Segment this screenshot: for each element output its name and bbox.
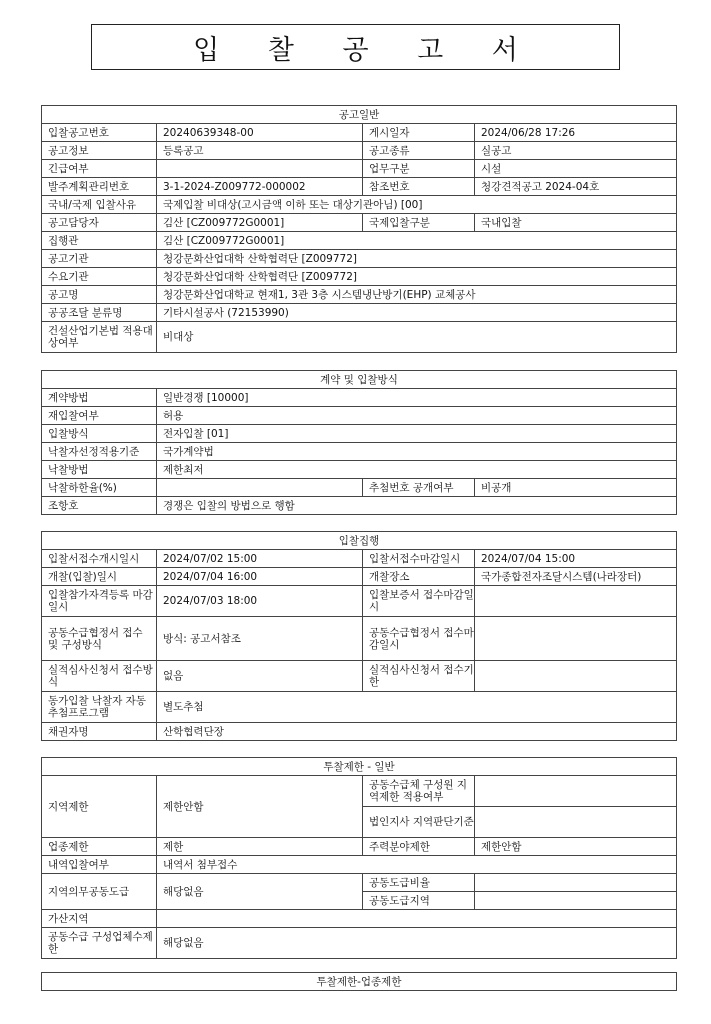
- section-header: 입찰집행: [42, 532, 677, 550]
- field-label: 주력분야제한: [363, 838, 475, 856]
- field-label: 지역의무공동도급: [42, 874, 157, 910]
- field-label: 집행관: [42, 232, 157, 250]
- category: 기타시설공사 (72153990): [157, 304, 677, 322]
- field-label: 법인지사 지역판단기준: [363, 807, 475, 838]
- field-label: 입찰공고번호: [42, 124, 157, 142]
- field-label: 국제입찰구분: [363, 214, 475, 232]
- construction-applicable: 비대상: [157, 322, 677, 353]
- plan-number: 3-1-2024-Z009772-000002: [157, 178, 363, 196]
- lottery-disclosure: 비공개: [475, 479, 677, 497]
- main-field-limit: 제한안함: [475, 838, 677, 856]
- field-label: 공공조달 분류명: [42, 304, 157, 322]
- field-label: 공동수급체 구성원 지역제한 적용여부: [363, 776, 475, 807]
- lower-limit-rate: [157, 479, 363, 497]
- rebid: 허용: [157, 407, 677, 425]
- performance-deadline: [475, 661, 677, 692]
- field-label: 공동수급 구성업체수제한: [42, 928, 157, 959]
- clause: 경쟁은 입찰의 방법으로 행함: [157, 497, 677, 515]
- joint-method: 방식: 공고서참조: [157, 617, 363, 661]
- field-label: 동가입찰 낙찰자 자동추첨프로그램: [42, 692, 157, 723]
- field-label: 계약방법: [42, 389, 157, 407]
- restriction-section: [41, 757, 677, 959]
- urgent-value: [157, 160, 363, 178]
- document-title: 입 찰 공 고 서: [91, 24, 620, 70]
- field-label: 재입찰여부: [42, 407, 157, 425]
- industry-restriction-section: [41, 972, 677, 991]
- field-label: 업종제한: [42, 838, 157, 856]
- field-label: 공고담당자: [42, 214, 157, 232]
- field-label: 공고종류: [363, 142, 475, 160]
- joint-ratio: [475, 874, 677, 892]
- field-label: 채권자명: [42, 723, 157, 741]
- qualification-deadline: 2024/07/03 18:00: [157, 586, 363, 617]
- section-header: 투찰제한 - 일반: [42, 758, 677, 776]
- region-limit: 제한안함: [157, 776, 363, 838]
- field-label: 개찰(입찰)일시: [42, 568, 157, 586]
- execution-section: [41, 531, 677, 741]
- extra-area: [157, 910, 677, 928]
- field-label: 입찰서접수마감일시: [363, 550, 475, 568]
- notice-type: 실공고: [475, 142, 677, 160]
- contract-method: 일반경쟁 [10000]: [157, 389, 677, 407]
- field-label: 가산지역: [42, 910, 157, 928]
- bid-start: 2024/07/02 15:00: [157, 550, 363, 568]
- field-label: 실적심사신청서 접수방식: [42, 661, 157, 692]
- field-label: 조항호: [42, 497, 157, 515]
- field-label: 입찰참가자격등록 마감일시: [42, 586, 157, 617]
- biz-type: 시설: [475, 160, 677, 178]
- demand-agency: 청강문화산업대학 산학협력단 [Z009772]: [157, 268, 677, 286]
- field-label: 낙찰자선정적용기준: [42, 443, 157, 461]
- field-label: 공동수급협정서 접수 및 구성방식: [42, 617, 157, 661]
- field-label: 공동도급지역: [363, 892, 475, 910]
- field-label: 수요기관: [42, 268, 157, 286]
- section-header: 공고일반: [42, 106, 677, 124]
- field-label: 입찰방식: [42, 425, 157, 443]
- general-section: [41, 105, 677, 353]
- joint-region: [475, 776, 677, 807]
- field-label: 개찰장소: [363, 568, 475, 586]
- field-label: 공고기관: [42, 250, 157, 268]
- notice-name: 청강문화산업대학교 현재1, 3관 3층 시스템냉난방기(EHP) 교체공사: [157, 286, 677, 304]
- section-header: 계약 및 입찰방식: [42, 371, 677, 389]
- agency: 청강문화산업대학 산학협력단 [Z009772]: [157, 250, 677, 268]
- industry-limit: 제한: [157, 838, 363, 856]
- field-label: 긴급여부: [42, 160, 157, 178]
- field-label: 발주계획관리번호: [42, 178, 157, 196]
- field-label: 낙찰방법: [42, 461, 157, 479]
- opening-place: 국가종합전자조달시스템(나라장터): [475, 568, 677, 586]
- field-label: 공동수급협정서 접수마감일시: [363, 617, 475, 661]
- post-date: 2024/06/28 17:26: [475, 124, 677, 142]
- reference-number: 청강견적공고 2024-04호: [475, 178, 677, 196]
- selection-criteria: 국가계약법: [157, 443, 677, 461]
- field-label: 공고정보: [42, 142, 157, 160]
- intl-type: 국내입찰: [475, 214, 677, 232]
- field-label: 입찰보증서 접수마감일시: [363, 586, 475, 617]
- field-label: 국내/국제 입찰사유: [42, 196, 157, 214]
- field-label: 추첨번호 공개여부: [363, 479, 475, 497]
- field-label: 공동도급비율: [363, 874, 475, 892]
- joint-limit: 해당없음: [157, 928, 677, 959]
- performance-method: 없음: [157, 661, 363, 692]
- manager: 김산 [CZ009772G0001]: [157, 214, 363, 232]
- field-label: 지역제한: [42, 776, 157, 838]
- executor: 김산 [CZ009772G0001]: [157, 232, 677, 250]
- field-label: 업무구분: [363, 160, 475, 178]
- field-label: 게시일자: [363, 124, 475, 142]
- field-label: 입찰서접수개시일시: [42, 550, 157, 568]
- intl-reason: 국제입찰 비대상(고시금액 이하 또는 대상기관아님) [00]: [157, 196, 677, 214]
- field-label: 낙찰하한율(%): [42, 479, 157, 497]
- field-label: 공고명: [42, 286, 157, 304]
- joint-area: [475, 892, 677, 910]
- joint-deadline: [475, 617, 677, 661]
- section-header: 투찰제한-업종제한: [42, 973, 677, 991]
- bid-method: 전자입찰 [01]: [157, 425, 677, 443]
- field-label: 실적심사신청서 접수기한: [363, 661, 475, 692]
- tie-break: 별도추첨: [157, 692, 677, 723]
- contract-section: [41, 370, 677, 515]
- itemized-bid: 내역서 첨부접수: [157, 856, 677, 874]
- opening-date: 2024/07/04 16:00: [157, 568, 363, 586]
- field-label: 참조번호: [363, 178, 475, 196]
- bid-deadline: 2024/07/04 15:00: [475, 550, 677, 568]
- bond-deadline: [475, 586, 677, 617]
- branch-criteria: [475, 807, 677, 838]
- creditor: 산학협력단장: [157, 723, 677, 741]
- award-method: 제한최저: [157, 461, 677, 479]
- regional-duty: 해당없음: [157, 874, 363, 910]
- notice-number: 20240639348-00: [157, 124, 363, 142]
- field-label: 내역입찰여부: [42, 856, 157, 874]
- notice-info: 등록공고: [157, 142, 363, 160]
- field-label: 건설산업기본법 적용대상여부: [42, 322, 157, 353]
